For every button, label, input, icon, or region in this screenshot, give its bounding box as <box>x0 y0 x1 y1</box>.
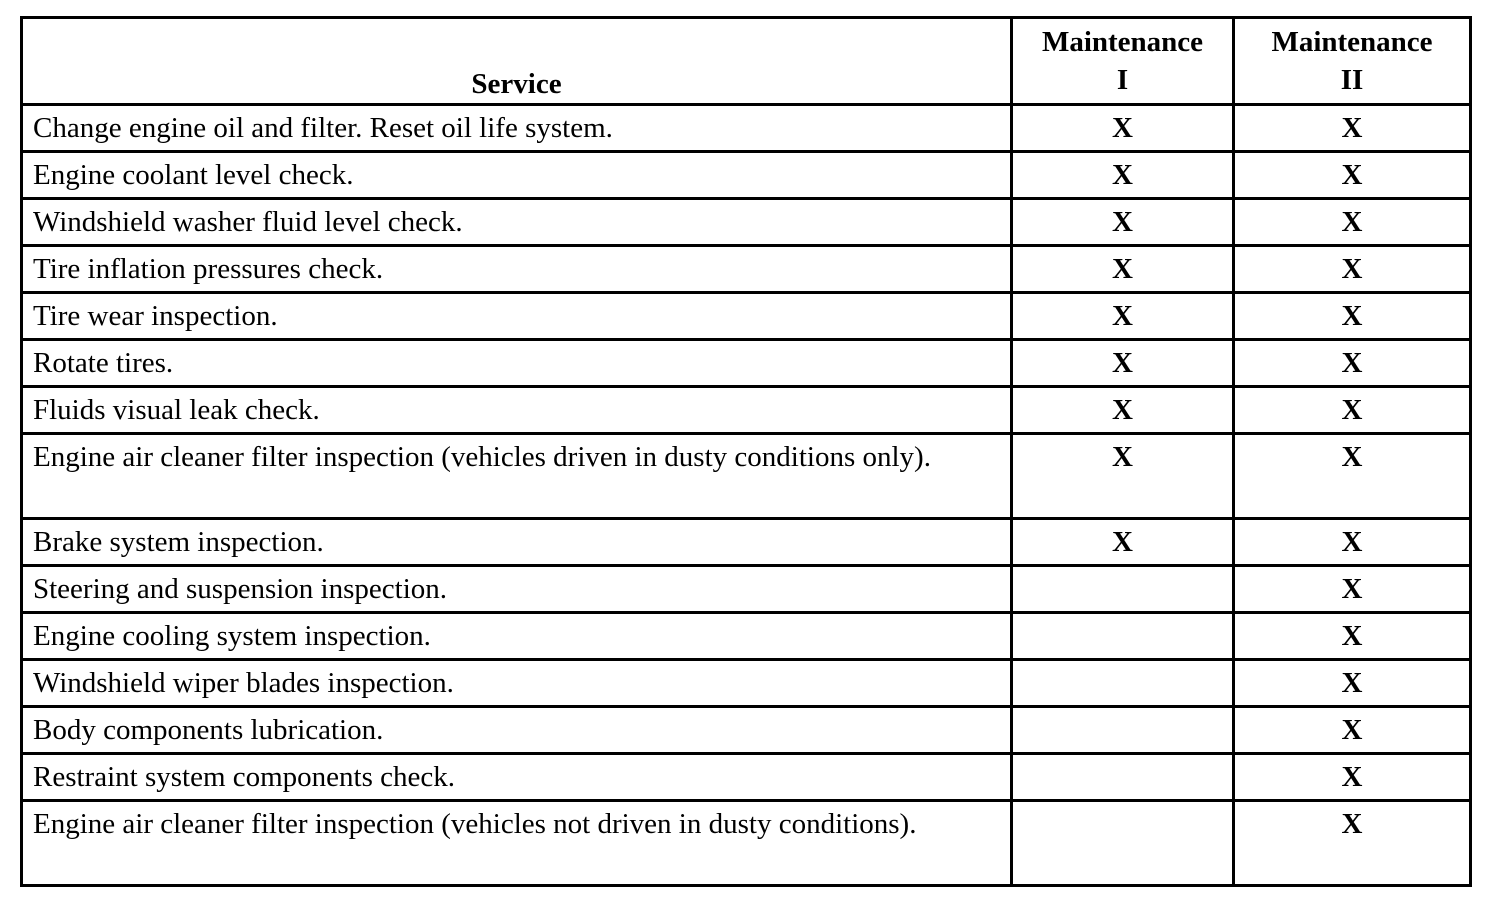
table-row <box>22 246 1471 293</box>
service-cell: Brake system inspection. <box>22 519 1012 566</box>
service-cell: Windshield washer fluid level check. <box>22 199 1012 246</box>
maintenance-2-mark: X <box>1234 566 1471 613</box>
maintenance-2-mark: X <box>1234 801 1471 886</box>
maintenance-2-mark: X <box>1234 754 1471 801</box>
header-row <box>22 18 1471 105</box>
service-cell: Engine air cleaner filter inspection (vehicles not driven in dusty conditions). <box>22 801 1012 886</box>
maintenance-1-mark: X <box>1012 152 1234 199</box>
maintenance-2-mark: X <box>1234 387 1471 434</box>
service-cell: Engine air cleaner filter inspection (vehicles driven in dusty conditions only). <box>22 434 1012 519</box>
maintenance-1-mark <box>1012 754 1234 801</box>
service-cell: Fluids visual leak check. <box>22 387 1012 434</box>
table-row <box>22 340 1471 387</box>
maintenance-1-mark <box>1012 801 1234 886</box>
maintenance-1-mark: X <box>1012 519 1234 566</box>
maintenance-1-column-header <box>1012 18 1234 105</box>
maintenance-2-header-line2: II <box>1340 64 1364 96</box>
maintenance-2-mark: X <box>1234 152 1471 199</box>
service-cell: Windshield wiper blades inspection. <box>22 660 1012 707</box>
table-row <box>22 152 1471 199</box>
service-column-header: Service <box>22 18 1012 105</box>
maintenance-2-header-line1: Maintenance <box>1271 26 1433 58</box>
maintenance-1-header-line1: Maintenance <box>1041 26 1204 58</box>
maintenance-2-mark: X <box>1234 660 1471 707</box>
maintenance-1-mark <box>1012 660 1234 707</box>
maintenance-schedule-table <box>20 16 1472 887</box>
table-row <box>22 199 1471 246</box>
table-row <box>22 566 1471 613</box>
maintenance-1-mark: X <box>1012 340 1234 387</box>
maintenance-2-mark: X <box>1234 707 1471 754</box>
service-cell: Steering and suspension inspection. <box>22 566 1012 613</box>
maintenance-1-mark: X <box>1012 434 1234 519</box>
service-cell: Body components lubrication. <box>22 707 1012 754</box>
table-row <box>22 105 1471 152</box>
maintenance-2-mark: X <box>1234 199 1471 246</box>
maintenance-1-mark <box>1012 613 1234 660</box>
service-cell: Engine coolant level check. <box>22 152 1012 199</box>
service-cell: Tire inflation pressures check. <box>22 246 1012 293</box>
maintenance-1-mark <box>1012 566 1234 613</box>
maintenance-1-mark: X <box>1012 293 1234 340</box>
table-row <box>22 293 1471 340</box>
table-row <box>22 660 1471 707</box>
maintenance-1-mark <box>1012 707 1234 754</box>
service-cell: Tire wear inspection. <box>22 293 1012 340</box>
maintenance-2-column-header <box>1234 18 1471 105</box>
service-cell: Change engine oil and filter. Reset oil life system. <box>22 105 1012 152</box>
maintenance-1-mark: X <box>1012 246 1234 293</box>
maintenance-2-mark: X <box>1234 105 1471 152</box>
service-cell: Engine cooling system inspection. <box>22 613 1012 660</box>
service-cell: Rotate tires. <box>22 340 1012 387</box>
table-row <box>22 613 1471 660</box>
maintenance-2-mark: X <box>1234 519 1471 566</box>
table-row <box>22 801 1471 886</box>
maintenance-2-mark: X <box>1234 434 1471 519</box>
table-row <box>22 707 1471 754</box>
table-row <box>22 754 1471 801</box>
table-row <box>22 519 1471 566</box>
maintenance-2-mark: X <box>1234 613 1471 660</box>
maintenance-1-mark: X <box>1012 199 1234 246</box>
table-row <box>22 434 1471 519</box>
maintenance-2-mark: X <box>1234 293 1471 340</box>
service-cell: Restraint system components check. <box>22 754 1012 801</box>
maintenance-1-header-line2: I <box>1116 64 1129 96</box>
maintenance-2-mark: X <box>1234 340 1471 387</box>
table-row <box>22 387 1471 434</box>
maintenance-1-mark: X <box>1012 105 1234 152</box>
maintenance-2-mark: X <box>1234 246 1471 293</box>
maintenance-1-mark: X <box>1012 387 1234 434</box>
